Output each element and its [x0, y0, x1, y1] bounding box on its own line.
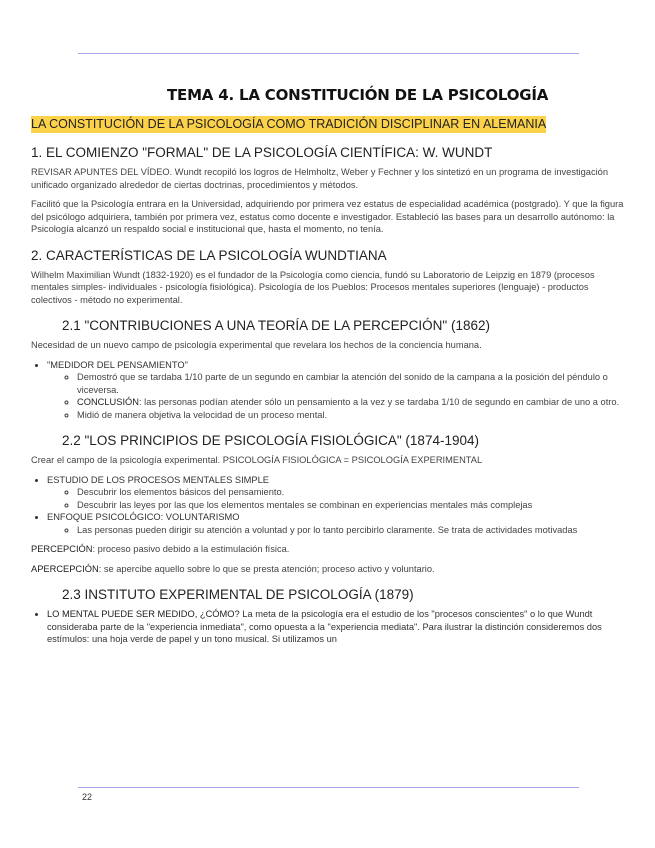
sub-list-item: ◦ Descubrir los elementos básicos del pensamiento.	[77, 486, 627, 499]
paragraph: REVISAR APUNTES DEL VÍDEO. Wundt recopiló los logros de Helmholtz, Weber y Fechner y los sintetizó en un programa de investigación unificado organizado alrededor de ciertas doctrinas, procedimientos y métodos.	[31, 167, 609, 190]
page-number: 22	[82, 792, 93, 802]
section-2-2-heading: 2.2 "LOS PRINCIPIOS DE PSICOLOGÍA FISIOLÓGICA" (1874-1904)	[62, 433, 479, 448]
section-2-3-heading: 2.3 INSTITUTO EXPERIMENTAL DE PSICOLOGÍA (1879)	[62, 587, 414, 602]
sub-list-item: ◦ Midió de manera objetiva la velocidad de un proceso mental.	[77, 409, 627, 422]
apercepcion-text: : se apercibe aquello sobre lo que se presta atención; proceso activo y voluntario.	[98, 563, 435, 574]
sub-list-item: ◦ Las personas pueden dirigir su atención a voluntad y por lo tanto percibirlo claramente. Se trata de actividades motivadas	[77, 524, 627, 537]
sub-list	[47, 486, 627, 511]
list-item-label: LO MENTAL PUEDE SER MEDIDO, ¿CÓMO?	[47, 609, 240, 619]
conclusion-label: CONCLUSIÓN	[77, 397, 139, 407]
paragraph: Necesidad de un nuevo campo de psicología experimental que revelara los hechos de la conciencia humana.	[31, 340, 482, 350]
list-item-text: ESTUDIO DE LOS PROCESOS MENTALES SIMPLE	[47, 474, 269, 485]
paragraph: Facilitó que la Psicología entrara en la Universidad, adquiriendo por primera vez estatus de especialidad académica (postgrado). Y que la figura del psicólogo adquiriera, también por primera vez, estatus como docente e investigador. Estableció las bases para un desarrollo autónomo: la Psicología alcanzó un respaldo social e institucional que, hasta el momento, no tenía.	[31, 199, 624, 234]
sub-list	[47, 524, 627, 537]
paragraph	[31, 543, 627, 556]
section-1-heading: 1. EL COMIENZO "FORMAL" DE LA PSICOLOGÍA CIENTÍFICA: W. WUNDT	[31, 145, 493, 160]
list-item-text: "MEDIDOR DEL PENSAMIENTO"	[47, 359, 188, 370]
list-item-text: La meta de la psicología era el estudio de los "procesos conscientes" o lo que Wundt consideraba parte de la "experiencia inmediata", como opuesta a la "experiencia mediata". Para ilustrar la distinción consideremos dos estímulos: una hoja verde de papel y un tono musical. Si utilizamos un	[47, 609, 602, 644]
document-body	[31, 86, 627, 653]
header-rule	[78, 53, 579, 54]
percepcion-text: : proceso pasivo debido a la estimulación física.	[92, 544, 290, 554]
footer-rule	[78, 787, 579, 788]
list-item	[47, 359, 627, 422]
list-item	[47, 511, 627, 536]
bullet-list	[31, 359, 627, 422]
paragraph	[31, 563, 627, 576]
highlighted-heading: LA CONSTITUCIÓN DE LA PSICOLOGÍA COMO TRADICIÓN DISCIPLINAR EN ALEMANIA	[31, 117, 547, 131]
paragraph: Wilhelm Maximilian Wundt (1832-1920) es el fundador de la Psicología como ciencia, fundó su Laboratorio de Leipzig en 1879 (procesos mentales simples- individuales - psicología fisiológica). Psicología de los Pueblos: Procesos mentales superiores (lenguaje) - productos colectivos - método no experimental.	[31, 269, 595, 305]
bullet-list	[31, 474, 627, 537]
sub-list-item: ◦ Demostró que se tardaba 1/10 parte de un segundo en cambiar la atención del sonido de la campana a la posición del péndulo o viceversa.	[77, 371, 627, 396]
list-item-text: ENFOQUE PSICOLÓGICO: VOLUNTARISMO	[47, 512, 240, 522]
sub-list-item-text: : las personas podían atender sólo un pensamiento a la vez y se tardaba 1/10 de segundo en cambiar de uno a otro.	[139, 397, 620, 407]
sub-list	[47, 371, 627, 421]
section-2-1-heading: 2.1 "CONTRIBUCIONES A UNA TEORÍA DE LA PERCEPCIÓN" (1862)	[62, 318, 490, 333]
section-2-heading: 2. CARACTERÍSTICAS DE LA PSICOLOGÍA WUNDTIANA	[31, 247, 387, 263]
list-item	[47, 474, 627, 512]
apercepcion-label: APERCEPCIÓN	[31, 563, 99, 574]
percepcion-label: PERCEPCIÓN	[31, 544, 93, 554]
list-item	[47, 608, 627, 646]
sub-list-item: ◦ Descubrir las leyes por las que los elementos mentales se combinan en experiencias mentales más complejas	[77, 499, 627, 512]
paragraph: Crear el campo de la psicología experimental. PSICOLOGÍA FISIOLÓGICA = PSICOLOGÍA EXPERIMENTAL	[31, 455, 483, 465]
page-title: TEMA 4. LA CONSTITUCIÓN DE LA PSICOLOGÍA	[167, 86, 549, 104]
bullet-list	[31, 608, 627, 646]
sub-list-item	[77, 396, 627, 409]
